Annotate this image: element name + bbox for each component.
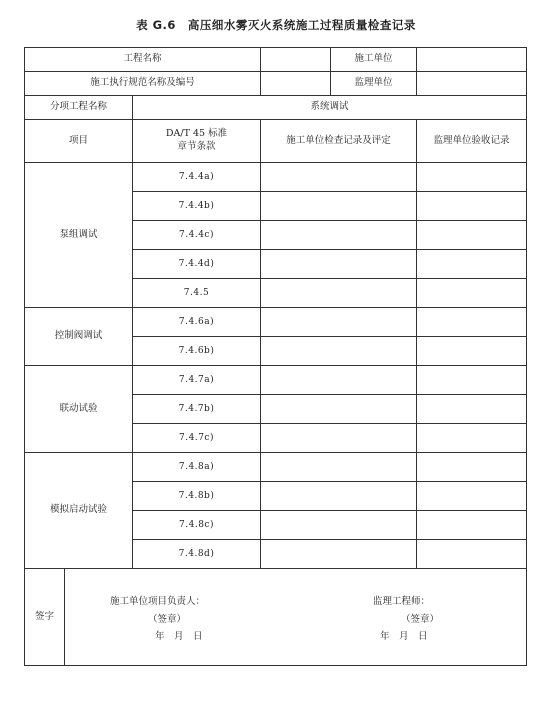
supervision-check-cell[interactable] (417, 395, 527, 424)
construction-check-cell[interactable] (261, 221, 417, 250)
group-name: 模拟启动试验 (25, 453, 133, 569)
column-header-row (25, 120, 527, 163)
supervision-check-cell[interactable] (417, 540, 527, 569)
supervision-check-cell[interactable] (417, 337, 527, 366)
construction-check-cell[interactable] (261, 395, 417, 424)
column-standard-header (133, 120, 261, 163)
supervision-check-cell[interactable] (417, 250, 527, 279)
clause-code: 7.4.7a) (133, 366, 261, 395)
check-item-row (25, 163, 527, 192)
signature-label: 签字 (25, 569, 65, 666)
group-name: 联动试验 (25, 366, 133, 453)
spec-name-value[interactable] (261, 72, 331, 96)
supervision-check-cell[interactable] (417, 453, 527, 482)
clause-code: 7.4.6a) (133, 308, 261, 337)
clause-code: 7.4.5 (133, 279, 261, 308)
clause-code: 7.4.8c) (133, 511, 261, 540)
project-name-label: 工程名称 (25, 48, 261, 72)
project-name-row (25, 48, 527, 72)
clause-code: 7.4.8d) (133, 540, 261, 569)
inspection-record-table (24, 47, 527, 666)
signature-row (25, 569, 527, 666)
construction-check-cell[interactable] (261, 453, 417, 482)
sub-project-label: 分项工程名称 (25, 96, 133, 120)
construction-check-cell[interactable] (261, 511, 417, 540)
check-item-row (25, 308, 527, 337)
construction-check-cell[interactable] (261, 366, 417, 395)
construction-unit-label: 施工单位 (331, 48, 417, 72)
supervision-unit-value[interactable] (417, 72, 527, 96)
construction-check-cell[interactable] (261, 163, 417, 192)
construction-date-label: 年 月 日 (155, 631, 203, 642)
clause-code: 7.4.7c) (133, 424, 261, 453)
sub-project-value: 系统调试 (133, 96, 527, 120)
clause-code: 7.4.4a) (133, 163, 261, 192)
column-supervision-header: 监理单位验收记录 (417, 120, 527, 163)
supervision-date-label: 年 月 日 (380, 631, 428, 642)
spec-name-label: 施工执行规范名称及编号 (25, 72, 261, 96)
spec-name-row (25, 72, 527, 96)
supervision-check-cell[interactable] (417, 511, 527, 540)
form-title: 表 G.6 高压细水雾灭火系统施工过程质量检查记录 (136, 18, 416, 32)
construction-check-cell[interactable] (261, 482, 417, 511)
column-standard-header-line: 章节条款 (177, 141, 216, 152)
clause-code: 7.4.8b) (133, 482, 261, 511)
construction-check-cell[interactable] (261, 424, 417, 453)
clause-code: 7.4.6b) (133, 337, 261, 366)
supervision-check-cell[interactable] (417, 424, 527, 453)
construction-check-cell[interactable] (261, 192, 417, 221)
construction-unit-value[interactable] (417, 48, 527, 72)
supervision-check-cell[interactable] (417, 192, 527, 221)
supervision-unit-label: 监理单位 (331, 72, 417, 96)
supervision-check-cell[interactable] (417, 366, 527, 395)
construction-check-cell[interactable] (261, 279, 417, 308)
construction-stamp-label: （签章） (148, 614, 187, 625)
supervision-engineer-label: 监理工程师： (373, 596, 431, 607)
signature-area (65, 569, 527, 666)
sub-project-row (25, 96, 527, 120)
supervision-check-cell[interactable] (417, 163, 527, 192)
column-construction-header: 施工单位检查记录及评定 (261, 120, 417, 163)
signature-box (65, 569, 526, 665)
construction-check-cell[interactable] (261, 337, 417, 366)
construction-check-cell[interactable] (261, 540, 417, 569)
column-item-header: 项目 (25, 120, 133, 163)
construction-check-cell[interactable] (261, 250, 417, 279)
supervision-stamp-label: （签章） (401, 614, 440, 625)
column-standard-header-line: DA/T 45 标准 (165, 128, 228, 140)
project-name-value[interactable] (261, 48, 331, 72)
clause-code: 7.4.4d) (133, 250, 261, 279)
clause-code: 7.4.7b) (133, 395, 261, 424)
clause-code: 7.4.4b) (133, 192, 261, 221)
clause-code: 7.4.8a) (133, 453, 261, 482)
check-item-row (25, 453, 527, 482)
group-name: 泵组调试 (25, 163, 133, 308)
construction-manager-label: 施工单位项目负责人： (110, 596, 206, 607)
supervision-check-cell[interactable] (417, 221, 527, 250)
clause-code: 7.4.4c) (133, 221, 261, 250)
construction-check-cell[interactable] (261, 308, 417, 337)
supervision-check-cell[interactable] (417, 482, 527, 511)
group-name: 控制阀调试 (25, 308, 133, 366)
supervision-check-cell[interactable] (417, 279, 527, 308)
supervision-check-cell[interactable] (417, 308, 527, 337)
check-item-row (25, 366, 527, 395)
